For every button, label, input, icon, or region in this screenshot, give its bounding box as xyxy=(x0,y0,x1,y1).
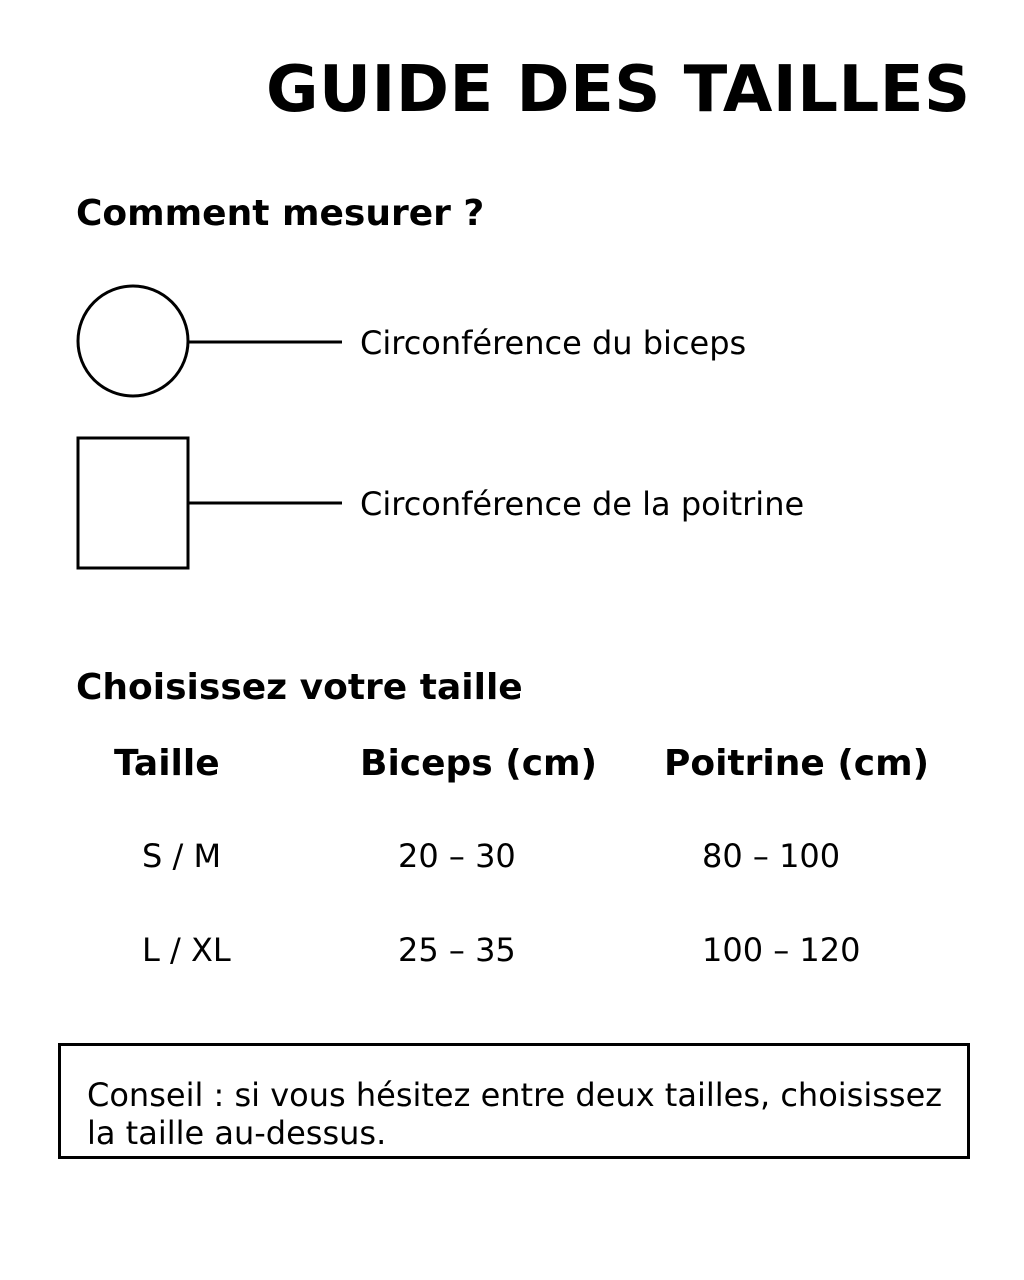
rectangle-icon xyxy=(78,438,188,568)
table-cell-biceps: 20 – 30 xyxy=(398,837,516,875)
tip-box xyxy=(58,1043,970,1159)
column-header-size: Taille xyxy=(114,743,220,784)
table-cell-chest: 80 – 100 xyxy=(702,837,841,875)
table-cell-chest: 100 – 120 xyxy=(702,931,861,969)
biceps-measure-label: Circonférence du biceps xyxy=(360,324,747,362)
page-title: GUIDE DES TAILLES xyxy=(266,53,971,127)
column-header-biceps: Biceps (cm) xyxy=(360,743,598,784)
table-cell-size: S / M xyxy=(142,837,222,875)
table-cell-size: L / XL xyxy=(142,931,231,969)
measure-section-heading: Comment mesurer ? xyxy=(76,193,485,234)
circle-icon xyxy=(78,286,188,396)
choose-size-heading: Choisissez votre taille xyxy=(76,667,523,708)
column-header-chest: Poitrine (cm) xyxy=(664,743,930,784)
tip-text: Conseil : si vous hésitez entre deux tailles, choisissez la taille au-dessus. xyxy=(87,1076,943,1152)
chest-measure-label: Circonférence de la poitrine xyxy=(360,485,805,523)
table-cell-biceps: 25 – 35 xyxy=(398,931,516,969)
measurement-diagram xyxy=(0,0,1024,620)
